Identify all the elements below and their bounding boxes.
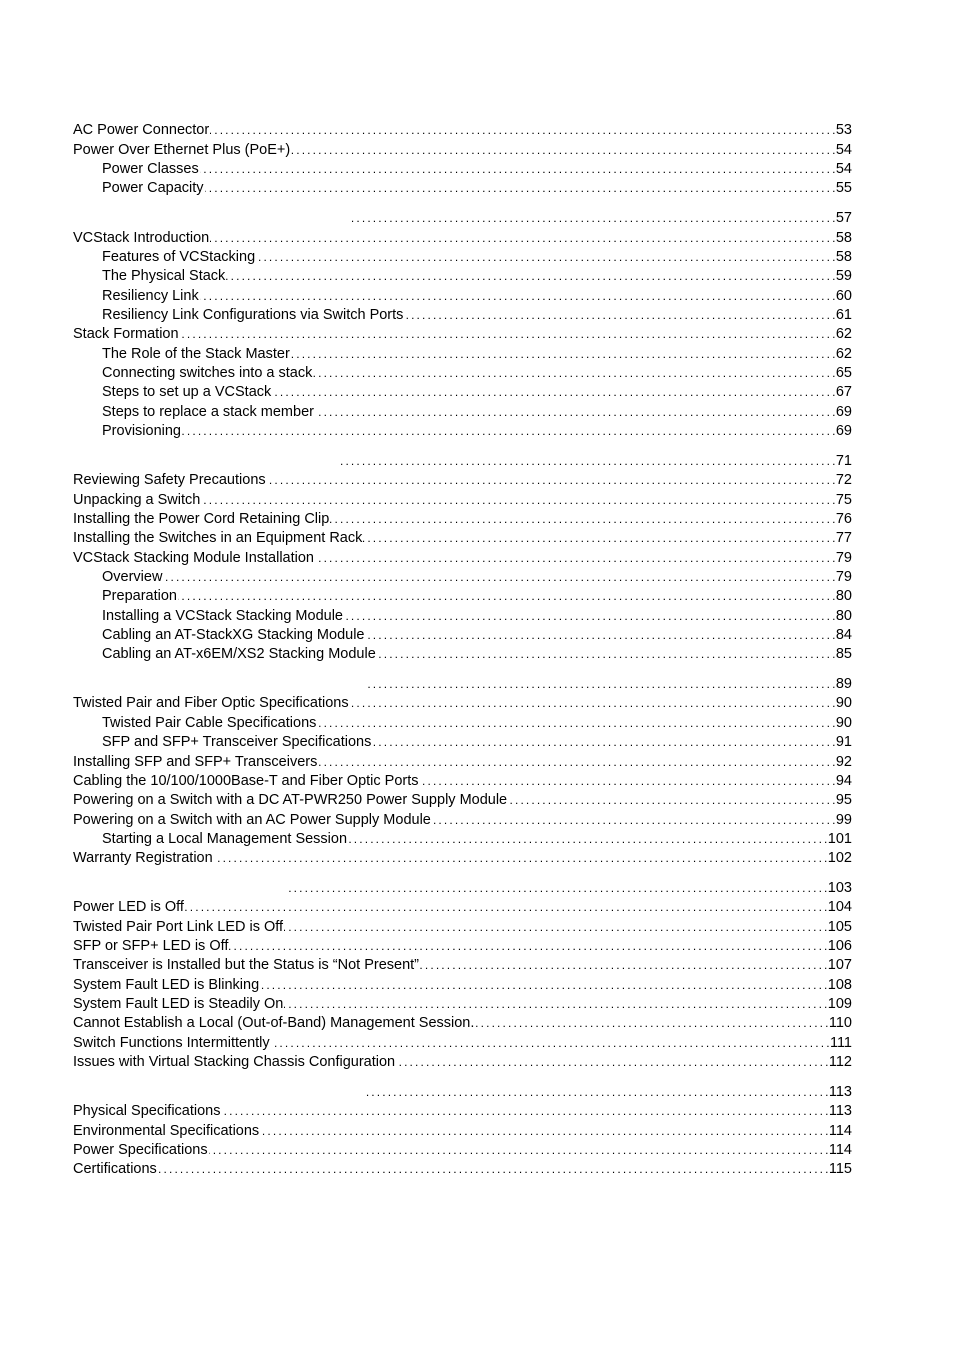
dot-leader	[180, 325, 835, 344]
toc-entry[interactable]	[73, 228, 852, 247]
toc-entry[interactable]	[73, 956, 852, 975]
toc-entry-title: SFP or SFP+ LED is Off	[73, 938, 229, 955]
dot-leader	[185, 898, 827, 917]
toc-entry[interactable]	[73, 529, 852, 548]
toc-page-number: 107	[827, 957, 852, 974]
toc-page-number: 80	[835, 607, 852, 624]
toc-entry[interactable]	[73, 752, 852, 771]
toc-entry-title: Twisted Pair Cable Specifications	[102, 714, 317, 731]
toc-page-number: 106	[827, 938, 852, 955]
toc-entry[interactable]	[73, 364, 852, 383]
toc-entry-title: Installing the Switches in an Equipment Rack	[73, 530, 363, 547]
dot-leader	[404, 306, 834, 325]
toc-entry[interactable]	[73, 733, 852, 752]
toc-entry[interactable]	[73, 248, 852, 267]
dot-leader	[256, 248, 835, 267]
toc-entry-title: Powering on a Switch with a DC AT-PWR250 Power Supply Module	[73, 792, 508, 809]
toc-entry-title: Starting a Local Management Session	[102, 830, 348, 847]
toc-entry-title: Stack Formation	[73, 326, 179, 343]
toc-entry[interactable]	[73, 160, 852, 179]
toc-entry[interactable]	[73, 626, 852, 645]
toc-entry-title: VCStack Stacking Module Installation	[73, 549, 314, 566]
toc-entry[interactable]	[73, 510, 852, 529]
dot-leader	[315, 549, 835, 568]
toc-page-number: 69	[835, 403, 852, 420]
toc-page-number: 108	[827, 976, 852, 993]
toc-entry-title: Cabling an AT-StackXG Stacking Module	[102, 626, 365, 643]
toc-entry-title: Warranty Registration	[73, 850, 213, 867]
toc-entry[interactable]	[73, 325, 852, 344]
dot-leader	[226, 267, 835, 286]
toc-entry[interactable]	[73, 1102, 852, 1121]
toc-entry-title: Overview	[102, 568, 163, 585]
toc-page-number: 77	[835, 530, 852, 547]
toc-page-number: 58	[835, 229, 852, 246]
toc-page-number: 99	[835, 811, 852, 828]
dot-leader	[260, 1122, 828, 1141]
toc-chapter-row[interactable]	[73, 675, 852, 694]
dot-leader	[214, 849, 827, 868]
dot-leader	[291, 345, 835, 364]
toc-entry-title: VCStack Introduction	[73, 229, 210, 246]
toc-entry[interactable]	[73, 772, 852, 791]
toc-page-number: 79	[835, 549, 852, 566]
toc-entry-title: Installing the Power Cord Retaining Clip	[73, 510, 330, 527]
toc-page-number: 113	[828, 1103, 852, 1120]
dot-leader	[420, 772, 835, 791]
toc-page-number: 110	[828, 1015, 852, 1032]
toc-entry-title: Power Specifications	[73, 1142, 208, 1159]
toc-entry-title: Certifications	[73, 1161, 157, 1178]
toc-page-number: 67	[835, 384, 852, 401]
toc-page-number: 54	[835, 141, 852, 158]
toc-page-number: 76	[835, 510, 852, 527]
toc-entry-title: Issues with Virtual Stacking Chassis Configuration	[73, 1054, 396, 1071]
toc-chapter-row[interactable]	[73, 209, 852, 228]
toc-entry-title: System Fault LED is Blinking	[73, 976, 260, 993]
toc-page-number: 114	[828, 1122, 852, 1139]
dot-leader	[330, 510, 835, 529]
toc-entry-title: Power Over Ethernet Plus (PoE+)	[73, 141, 291, 158]
dot-leader	[365, 626, 834, 645]
dot-leader	[475, 1014, 827, 1033]
toc-entry-title: AC Power Connector	[73, 122, 210, 139]
toc-entry[interactable]	[73, 568, 852, 587]
toc-page-number: 115	[828, 1161, 852, 1178]
toc-page-number: 58	[835, 248, 852, 265]
dot-leader	[210, 121, 835, 140]
toc-entry[interactable]	[73, 694, 852, 713]
toc-chapter-row[interactable]	[73, 1083, 852, 1102]
dot-leader	[205, 179, 835, 198]
toc-entry-title: Environmental Specifications	[73, 1122, 260, 1139]
toc-entry[interactable]	[73, 849, 852, 868]
toc-page-number: 79	[835, 568, 852, 585]
toc-chapter-row[interactable]	[73, 879, 852, 898]
toc-page-number: 69	[835, 423, 852, 439]
dot-leader	[317, 714, 834, 733]
toc-entry-title: Power LED is Off	[73, 899, 184, 916]
dot-leader	[363, 529, 835, 548]
toc-page-number: 62	[835, 326, 852, 343]
dot-leader	[284, 918, 827, 937]
dot-leader	[366, 675, 835, 694]
dot-leader	[182, 422, 835, 441]
toc-page-number: 114	[828, 1142, 852, 1159]
dot-leader	[420, 956, 827, 975]
toc-page-number: 101	[827, 830, 852, 847]
dot-leader	[163, 568, 834, 587]
toc-page-number: 85	[835, 646, 852, 663]
toc-entry[interactable]	[73, 179, 852, 198]
toc-page-number: 92	[835, 753, 852, 770]
toc-entry-title: Transceiver is Installed but the Status is “Not Present”	[73, 957, 419, 974]
toc-entry[interactable]	[73, 995, 852, 1014]
toc-entry-title: Power Capacity	[102, 180, 204, 197]
dot-leader	[267, 471, 835, 490]
dot-leader	[200, 160, 835, 179]
toc-entry[interactable]	[73, 917, 852, 936]
toc-entry-title: Steps to replace a stack member	[102, 403, 314, 420]
toc-entry[interactable]	[73, 830, 852, 849]
toc-entry[interactable]	[73, 548, 852, 567]
toc-page-number: 80	[835, 588, 852, 605]
dot-leader	[396, 1053, 828, 1072]
toc-page-number: 94	[835, 772, 852, 789]
toc-page-number: 91	[835, 734, 852, 751]
dot-leader	[344, 607, 835, 626]
toc-entry-title: Reviewing Safety Precautions	[73, 472, 266, 489]
toc-entry-title: The Physical Stack	[102, 268, 226, 285]
toc-entry-title: Cabling the 10/100/1000Base-T and Fiber Optic Ports	[73, 772, 419, 789]
toc-page-number: 90	[835, 695, 852, 712]
toc-entry-title: Connecting switches into a stack	[102, 364, 313, 381]
toc-entry[interactable]	[73, 975, 852, 994]
toc-page-number: 54	[835, 161, 852, 178]
toc-page-number: 95	[835, 792, 852, 809]
toc-entry[interactable]	[73, 1160, 852, 1179]
toc-page-number: 105	[827, 918, 852, 935]
toc-entry[interactable]	[73, 383, 852, 402]
dot-leader	[318, 753, 835, 772]
toc-chapter-row[interactable]	[73, 452, 852, 471]
toc-entry-title: Installing a VCStack Stacking Module	[102, 607, 343, 624]
dot-leader	[200, 287, 835, 306]
toc-page-number: 60	[835, 287, 852, 304]
toc-entry[interactable]	[73, 344, 852, 363]
dot-leader	[313, 364, 835, 383]
toc-entry-title: Physical Specifications	[73, 1103, 221, 1120]
dot-leader	[229, 937, 826, 956]
toc-entry[interactable]	[73, 645, 852, 664]
toc-page-number: 53	[835, 122, 852, 139]
toc-entry[interactable]	[73, 898, 852, 917]
dot-leader	[352, 209, 835, 228]
toc-entry[interactable]	[73, 402, 852, 421]
toc-entry[interactable]	[73, 121, 852, 140]
toc-entry-title: Cannot Establish a Local (Out-of-Band) Management Session.	[73, 1015, 475, 1032]
toc-entry[interactable]	[73, 267, 852, 286]
dot-leader	[260, 976, 827, 995]
toc-entry[interactable]	[73, 306, 852, 325]
toc-page-number: 113	[828, 1084, 852, 1100]
toc-entry[interactable]	[73, 1033, 852, 1052]
toc-entry[interactable]	[73, 937, 852, 956]
toc-entry-title: Steps to set up a VCStack	[102, 384, 272, 401]
dot-leader	[340, 452, 835, 471]
dot-leader	[350, 694, 835, 713]
toc-entry-title: Provisioning	[102, 423, 181, 439]
toc-entry-title: Twisted Pair and Fiber Optic Specifications	[73, 695, 349, 712]
toc-entry[interactable]	[73, 810, 852, 829]
toc-entry-title: Resiliency Link Configurations via Switch Ports	[102, 306, 404, 323]
toc-entry[interactable]	[73, 587, 852, 606]
dot-leader	[209, 1141, 828, 1160]
toc-page-number: 84	[835, 626, 852, 643]
toc-entry-title: System Fault LED is Steadily On	[73, 996, 284, 1013]
toc-entry-title: Cabling an AT-x6EM/XS2 Stacking Module	[102, 646, 376, 663]
toc-entry-title: Unpacking a Switch	[73, 491, 201, 508]
dot-leader	[372, 733, 835, 752]
toc-page-number: 57	[835, 210, 852, 227]
toc-entry-title: Preparation	[102, 588, 177, 605]
toc-entry-title: Power Classes	[102, 161, 199, 178]
dot-leader	[178, 587, 835, 606]
toc-page-number: 111	[829, 1034, 852, 1051]
toc-entry-title: Resiliency Link	[102, 287, 199, 304]
toc-page-number: 55	[835, 180, 852, 197]
dot-leader	[291, 141, 835, 160]
toc-page-number: 102	[827, 850, 852, 867]
toc-entry-title: Powering on a Switch with an AC Power Supply Module	[73, 811, 431, 828]
toc-page-number: 109	[827, 996, 852, 1013]
toc-page-number: 61	[835, 306, 852, 323]
toc-entry[interactable]	[73, 1053, 852, 1072]
toc-entry[interactable]	[73, 1121, 852, 1140]
dot-leader	[377, 645, 835, 664]
toc-page-number: 90	[835, 714, 852, 731]
toc-entry[interactable]	[73, 713, 852, 732]
toc-entry[interactable]	[73, 1014, 852, 1033]
dot-leader	[201, 491, 835, 510]
dot-leader	[284, 995, 826, 1014]
toc-page-number: 103	[827, 880, 852, 897]
toc-entry[interactable]	[73, 490, 852, 509]
dot-leader	[210, 229, 835, 248]
dot-leader	[222, 1102, 828, 1121]
toc-page-number: 72	[835, 472, 852, 489]
dot-leader	[432, 811, 835, 830]
toc-entry[interactable]	[73, 1141, 852, 1160]
toc-page-number: 59	[835, 268, 852, 285]
toc-entry-title: Features of VCStacking	[102, 248, 256, 265]
dot-leader	[348, 830, 827, 849]
toc-entry-title: The Role of the Stack Master	[102, 345, 290, 362]
toc-entry[interactable]	[73, 606, 852, 625]
toc-page-number: 75	[835, 491, 852, 508]
toc-entry-title: Switch Functions Intermittently	[73, 1034, 270, 1051]
toc-entry-title: Twisted Pair Port Link LED is Off	[73, 918, 284, 935]
toc-entry[interactable]	[73, 422, 852, 441]
dot-leader	[366, 1083, 828, 1102]
toc-entry[interactable]	[73, 286, 852, 305]
dot-leader	[508, 791, 835, 810]
toc-page-number: 104	[827, 899, 852, 916]
dot-leader	[272, 383, 835, 402]
dot-leader	[315, 403, 835, 422]
toc-entry[interactable]	[73, 140, 852, 159]
toc-entry-title: Installing SFP and SFP+ Transceivers	[73, 753, 318, 770]
toc-page-number: 71	[835, 452, 852, 469]
dot-leader	[158, 1160, 828, 1179]
dot-leader	[289, 879, 827, 898]
table-of-contents	[73, 121, 852, 1179]
toc-page-number: 89	[835, 676, 852, 693]
toc-page-number: 65	[835, 364, 852, 381]
toc-entry[interactable]	[73, 791, 852, 810]
dot-leader	[271, 1034, 829, 1053]
toc-page-number: 112	[828, 1054, 852, 1071]
toc-entry-title: SFP and SFP+ Transceiver Specifications	[102, 734, 372, 751]
toc-entry[interactable]	[73, 471, 852, 490]
toc-page-number: 62	[835, 345, 852, 362]
